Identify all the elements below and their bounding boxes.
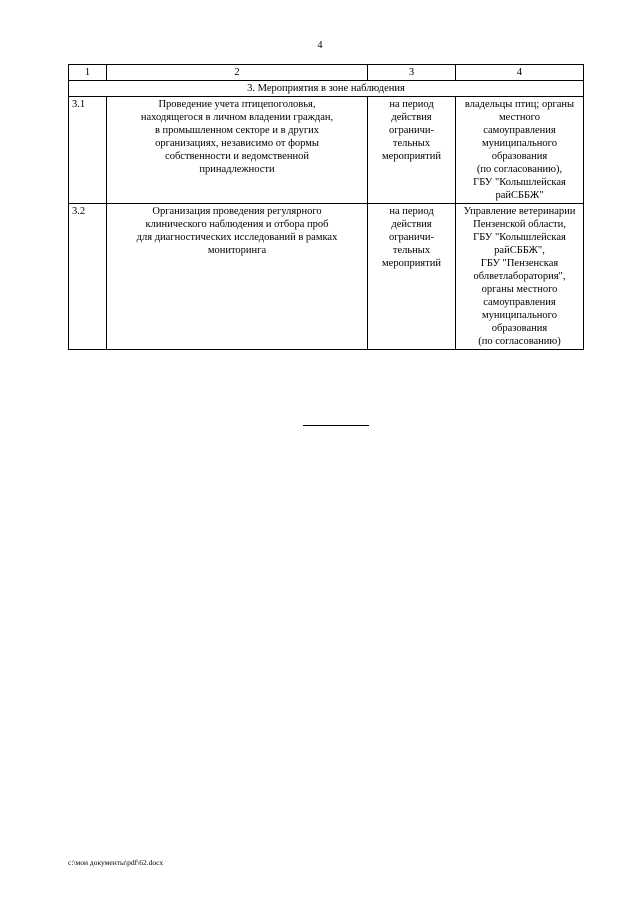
period-line: мероприятий xyxy=(382,258,441,269)
measures-table xyxy=(68,64,584,350)
period-cell xyxy=(368,204,456,350)
responsible-line: Пензенской области, xyxy=(473,219,566,230)
period-line: действия xyxy=(391,112,432,123)
responsible-line: (по согласованию) xyxy=(478,336,561,347)
period-line: на период xyxy=(389,206,434,217)
page-number: 4 xyxy=(317,40,323,51)
activity-line: для диагностических исследований в рамках xyxy=(136,232,338,243)
responsible-line: самоуправления xyxy=(483,297,556,308)
responsible-line: владельцы птиц; органы xyxy=(464,99,575,110)
table-row xyxy=(69,97,584,204)
activity-line: Организация проведения регулярного xyxy=(152,206,322,217)
activity-line: мониторинга xyxy=(207,245,267,256)
period-cell xyxy=(368,97,456,204)
row-number: 3.1 xyxy=(69,97,107,204)
activity-line: собственности и ведомственной xyxy=(165,151,309,162)
period-line: на период xyxy=(389,99,434,110)
responsible-cell xyxy=(456,204,584,350)
period-line: ограничи- xyxy=(388,232,435,243)
header-cell-1: 1 xyxy=(69,65,107,81)
table-row xyxy=(69,204,584,350)
period-line: тельных xyxy=(392,138,431,149)
activity-line: клинического наблюдения и отбора проб xyxy=(145,219,329,230)
activity-line: организациях, независимо от формы xyxy=(155,138,319,149)
responsible-cell xyxy=(456,97,584,204)
responsible-line: самоуправления xyxy=(483,125,556,136)
period-line: мероприятий xyxy=(382,151,441,162)
responsible-line: местного xyxy=(499,112,540,123)
end-divider-line xyxy=(303,425,369,426)
responsible-line: облветлаборатория", xyxy=(473,271,566,282)
row-number: 3.2 xyxy=(69,204,107,350)
section-title: 3. Мероприятия в зоне наблюдения xyxy=(69,81,584,97)
responsible-line: муниципального xyxy=(482,138,557,149)
activity-line: находящегося в личном владении граждан, xyxy=(140,112,334,123)
responsible-line: образования xyxy=(491,151,548,162)
responsible-line: (по согласованию), xyxy=(476,164,563,175)
period-line: тельных xyxy=(392,245,431,256)
activity-line: в промышленном секторе и в других xyxy=(154,125,320,136)
header-cell-3: 3 xyxy=(368,65,456,81)
footer-file-path: c:\мои документы\pdf\62.docx xyxy=(68,858,164,867)
responsible-line: ГБУ "Пензенская xyxy=(480,258,559,269)
responsible-line: Управление ветеринарии xyxy=(463,206,576,217)
table-header-row xyxy=(69,65,584,81)
activity-line: Проведение учета птицепоголовья, xyxy=(158,99,316,110)
activity-cell xyxy=(107,97,368,204)
responsible-line: муниципального xyxy=(482,310,557,321)
responsible-line: ГБУ "Колышлейская xyxy=(473,232,566,243)
header-cell-4: 4 xyxy=(456,65,584,81)
activity-cell xyxy=(107,204,368,350)
responsible-line: райСББЖ" xyxy=(495,190,544,201)
header-cell-2: 2 xyxy=(107,65,368,81)
period-line: ограничи- xyxy=(388,125,435,136)
responsible-line: органы местного xyxy=(481,284,558,295)
period-line: действия xyxy=(391,219,432,230)
responsible-line: ГБУ "Колышлейская xyxy=(473,177,566,188)
section-row xyxy=(69,81,584,97)
responsible-line: райСББЖ", xyxy=(494,245,545,256)
activity-line: принадлежности xyxy=(199,164,275,175)
responsible-line: образования xyxy=(491,323,548,334)
